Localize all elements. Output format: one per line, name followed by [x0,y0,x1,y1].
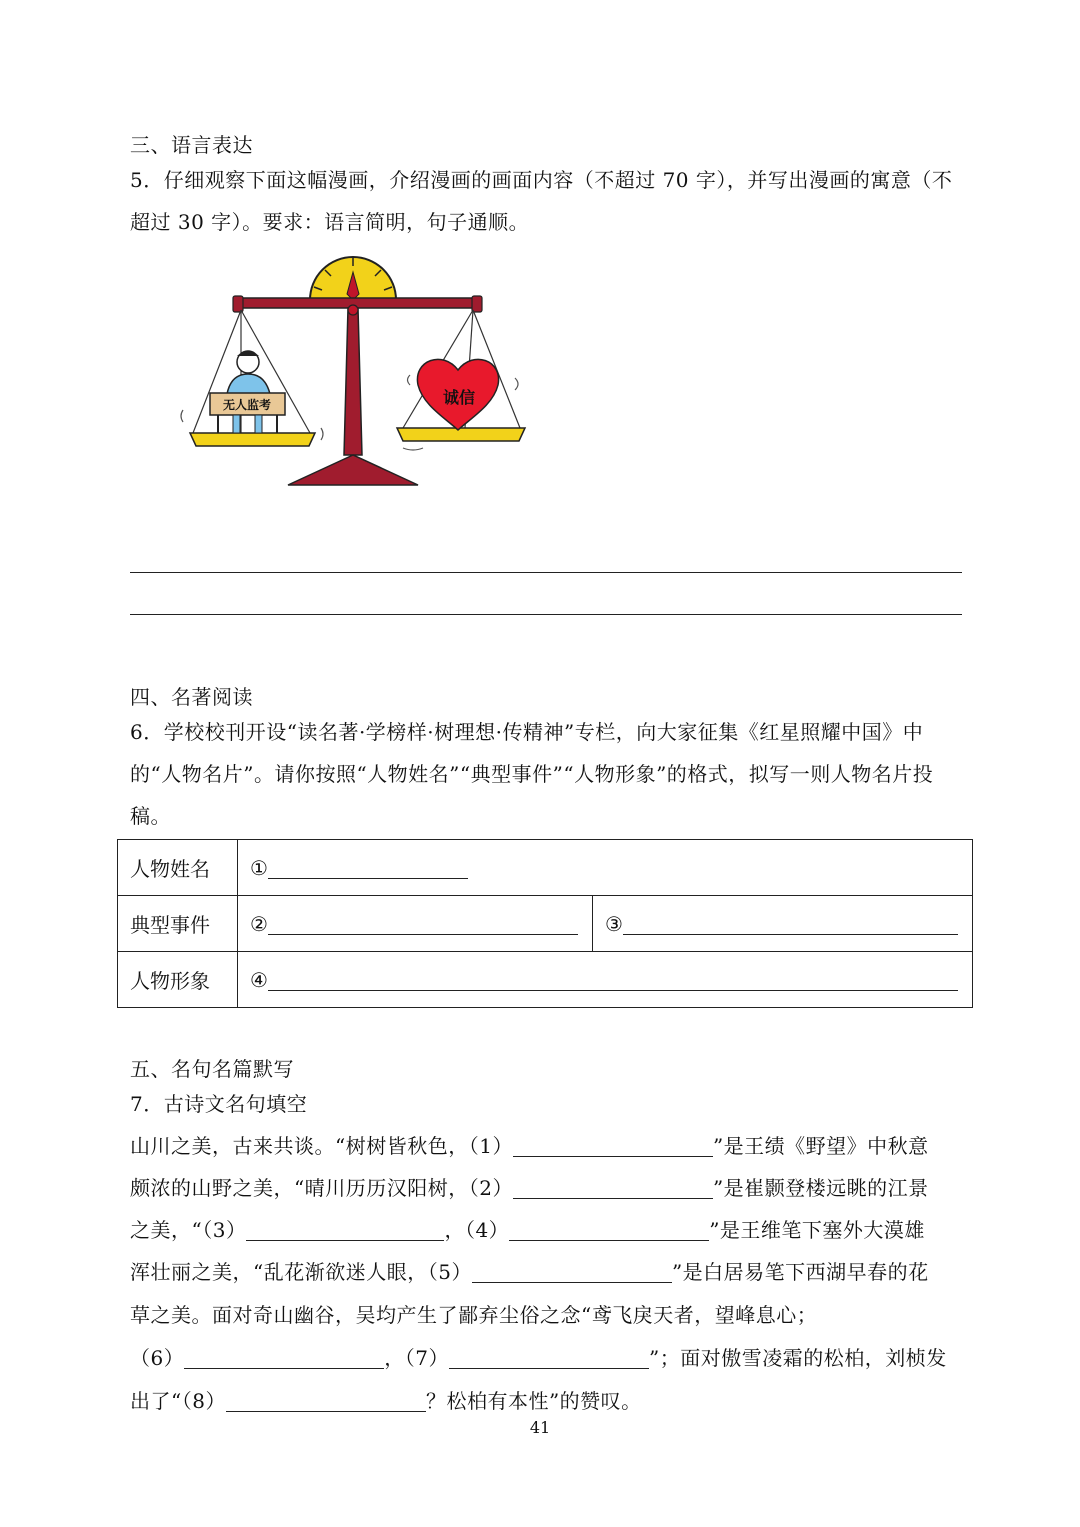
circle-mark-3: ③ [605,911,623,936]
answer-cell-4[interactable] [238,952,973,1008]
section-4-title: 四、名著阅读 [130,685,253,709]
answer-line-1[interactable] [130,572,962,573]
section-3-title: 三、语言表达 [130,133,253,157]
question-6-line-1: 6．学校校刊开设“读名著·学榜样·树理想·传精神”专栏，向大家征集《红星照耀中国》中 [130,720,924,744]
scale-beam [235,298,480,308]
answer-cell-3[interactable] [593,896,973,952]
character-card-table [117,839,973,1008]
right-pan-label: 诚信 [442,388,476,407]
poem-line-7: 出了“（8） ？松柏有本性”的赞叹。 [130,1389,642,1413]
row-label-image: 人物形象 [118,952,238,1008]
question-6-line-3: 稿。 [130,804,171,828]
question-5-line-2: 超过 30 字）。要求：语言简明，句子通顺。 [130,210,530,234]
poem-line-5: 草之美。面对奇山幽谷，吴均产生了鄙弃尘俗之念“鸢飞戾天者，望峰息心； [130,1303,818,1327]
blank-poem-5[interactable] [472,1260,672,1283]
table-row [118,840,973,896]
circle-mark-4: ④ [250,967,268,992]
question-6-line-2: 的“人物名片”。请你按照“人物姓名”“典型事件”“人物形象”的格式，拟写一则人物名片投 [130,762,934,786]
poem-line-1: 山川之美，古来共谈。“树树皆秋色，（1） ”是王绩《野望》中秋意 [130,1134,929,1158]
blank-3[interactable] [623,912,958,935]
row-label-name: 人物姓名 [118,840,238,896]
scale-pillar [344,308,362,455]
table-row [118,896,973,952]
poem-line-2: 颇浓的山野之美，“晴川历历汉阳树，（2） ”是崔颢登楼远眺的江景 [130,1176,929,1200]
question-5-line-1: 5．仔细观察下面这幅漫画，介绍漫画的画面内容（不超过 70 字），并写出漫画的寓意（不 [130,168,953,192]
circle-mark-2: ② [250,911,268,936]
right-pan [397,428,525,441]
poem-line-4: 浑壮丽之美，“乱花渐欲迷人眼，（5） ”是白居易笔下西湖早春的花 [130,1260,929,1284]
blank-4[interactable] [268,968,958,991]
balance-scale-comic [175,250,545,490]
blank-poem-7[interactable] [449,1346,649,1369]
blank-poem-3[interactable] [246,1218,444,1241]
answer-cell-1[interactable] [238,840,973,896]
section-5-title: 五、名句名篇默写 [130,1057,294,1081]
scale-base [288,455,418,485]
page-number: 41 [529,1418,551,1437]
left-pan [190,433,315,446]
table-row [118,952,973,1008]
blank-poem-8[interactable] [226,1389,426,1412]
blank-poem-2[interactable] [513,1176,713,1199]
answer-cell-2[interactable] [238,896,593,952]
poem-line-6: （6） ，（7） ”；面对傲雪凌霜的松柏，刘桢发 [130,1346,947,1370]
blank-poem-4[interactable] [509,1218,709,1241]
blank-poem-1[interactable] [513,1134,713,1157]
circle-mark-1: ① [250,855,268,880]
left-pan-label: 无人监考 [222,398,272,412]
blank-2[interactable] [268,912,578,935]
blank-poem-6[interactable] [184,1346,384,1369]
blank-1[interactable] [268,856,468,879]
question-7-title: 7．古诗文名句填空 [130,1092,308,1116]
answer-line-2[interactable] [130,614,962,615]
row-label-event: 典型事件 [118,896,238,952]
poem-line-3: 之美，“（3） ，（4） ”是王维笔下塞外大漠雄 [130,1218,925,1242]
